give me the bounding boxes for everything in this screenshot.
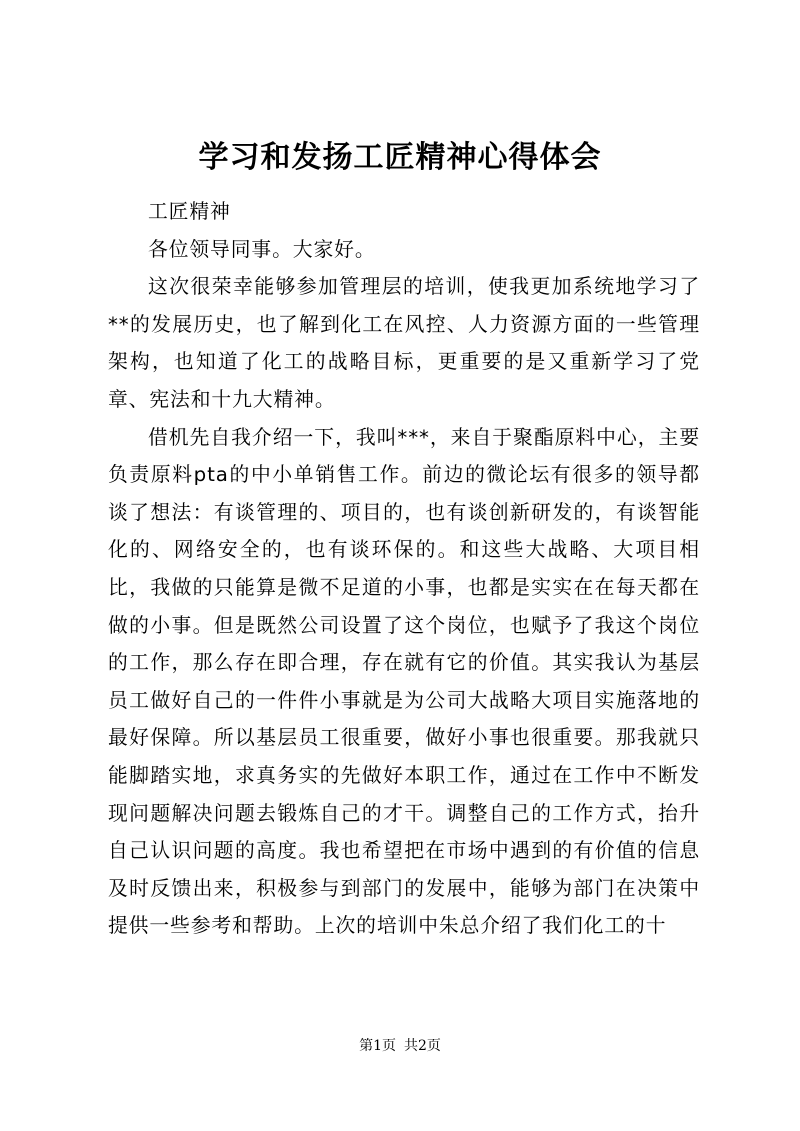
paragraph-introduction: 借机先自我介绍一下，我叫***，来自于聚酯原料中心，主要负责原料pta的中小单销售工作。前边的微论坛有很多的领导都谈了想法：有谈管理的、项目的，也有谈创新研发的，有谈智能化的、网络安全的，也有谈环保的。和这些大战略、大项目相比，我做的只能算是微不足道的小事，也都是实实在在每天都在做的小事。但是既然公司设置了这个岗位，也赋予了我这个岗位的工作，那么存在即合理，存在就有它的价值。其实我认为基层员工做好自己的一件件小事就是为公司大战略大项目实施落地的最好保障。所以基层员工很重要，做好小事也很重要。那我就只能脚踏实地，求真务实的先做好本职工作，通过在工作中不断发现问题解决问题去锻炼自己的才干。调整自己的工作方式，抬升自己认识问题的高度。我也希望把在市场中遇到的有价值的信息及时反馈出来，积极参与到部门的发展中，能够为部门在决策中提供一些参考和帮助。上次的培训中朱总介绍了我们化工的十 [108,425,700,938]
document-title: 学习和发扬工匠精神心得体会 [198,140,602,175]
page-number-total: 共2页 [404,1038,441,1054]
document-body [108,193,700,945]
page-footer [0,1037,800,1055]
paragraph-greeting: 各位领导同事。大家好。 [148,237,376,261]
paragraph-heading: 工匠精神 [148,200,231,223]
paragraph-training: 这次很荣幸能够参加管理层的培训，使我更加系统地学习了**的发展历史，也了解到化工在风控、人力资源方面的一些管理架构，也知道了化工的战略目标，更重要的是又重新学习了党章、宪法和十九大精神。 [108,275,700,411]
page-number-current: 第1页 [359,1038,396,1054]
